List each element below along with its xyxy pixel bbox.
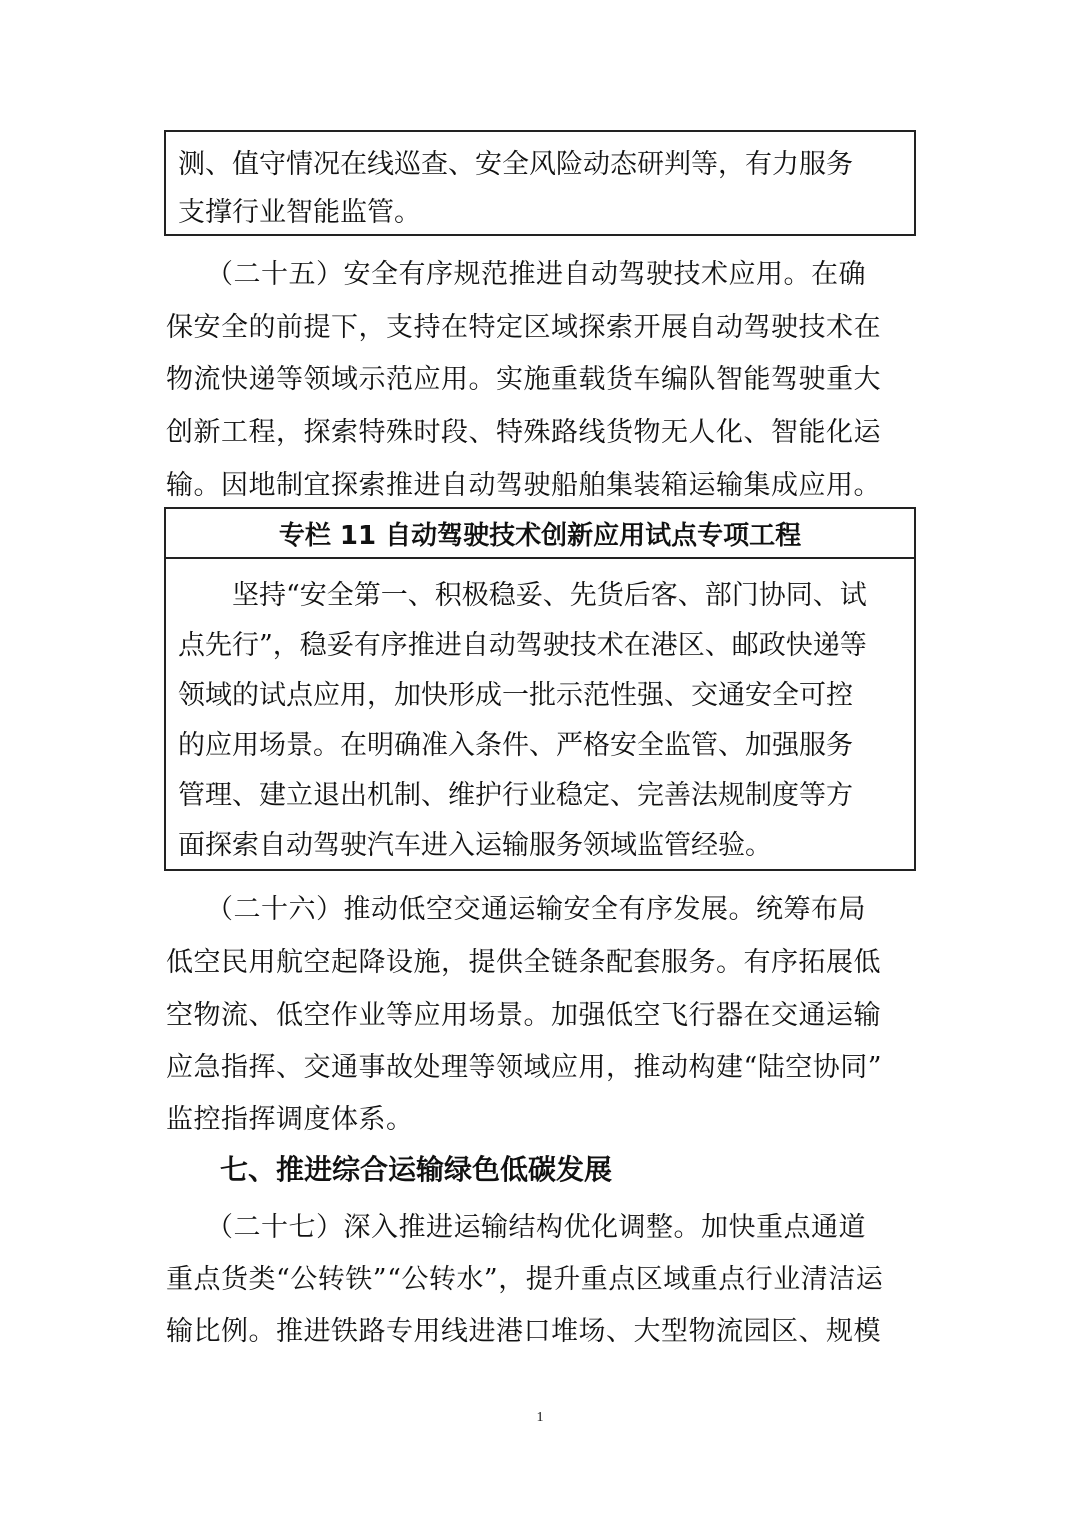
para-27-line: 输比例。推进铁路专用线进港口堆场、大型物流园区、规模 (166, 1316, 881, 1347)
column-box-title: 专栏 11 自动驾驶技术创新应用试点专项工程 (166, 509, 914, 559)
para-26-line: 空物流、低空作业等应用场景。加强低空飞行器在交通运输 (166, 1000, 881, 1031)
para-26-line: （二十六）推动低空交通运输安全有序发展。统筹布局 (206, 894, 866, 925)
column-box-line: 管理、建立退出机制、维护行业稳定、完善法规制度等方 (178, 780, 853, 811)
para-27-line: （二十七）深入推进运输结构优化调整。加快重点通道 (206, 1212, 866, 1243)
para-25-line: （二十五）安全有序规范推进自动驾驶技术应用。在确 (206, 259, 866, 290)
para-25-line: 创新工程，探索特殊时段、特殊路线货物无人化、智能化运 (166, 417, 881, 448)
para-25-line: 物流快递等领域示范应用。实施重载货车编队智能驾驶重大 (166, 364, 881, 395)
page-number: 1 (536, 1410, 544, 1425)
column-box-line: 面探索自动驾驶汽车进入运输服务领域监管经验。 (178, 830, 772, 861)
column-box-line: 点先行”，稳妥有序推进自动驾驶技术在港区、邮政快递等 (178, 630, 867, 661)
para-26-line: 低空民用航空起降设施，提供全链条配套服务。有序拓展低 (166, 947, 881, 978)
section-heading: 七、推进综合运输绿色低碳发展 (220, 1153, 613, 1186)
top-box-line: 支撑行业智能监管。 (178, 197, 421, 228)
para-25-line: 输。因地制宜探索推进自动驾驶船舶集装箱运输集成应用。 (166, 470, 881, 501)
column-box-line: 的应用场景。在明确准入条件、严格安全监管、加强服务 (178, 730, 853, 761)
para-27-line: 重点货类“公转铁”“公转水”，提升重点区域重点行业清洁运 (166, 1264, 884, 1295)
top-box-line: 测、值守情况在线巡查、安全风险动态研判等，有力服务 (178, 149, 853, 180)
para-26-line: 应急指挥、交通事故处理等领域应用，推动构建“陆空协同” (166, 1052, 883, 1083)
column-box (164, 507, 916, 871)
para-25-line: 保安全的前提下，支持在特定区域探索开展自动驾驶技术在 (166, 312, 881, 343)
top-box (164, 130, 916, 236)
column-box-line: 坚持“安全第一、积极稳妥、先货后客、部门协同、试 (232, 580, 867, 611)
column-box-line: 领域的试点应用，加快形成一批示范性强、交通安全可控 (178, 680, 853, 711)
para-26-line: 监控指挥调度体系。 (166, 1104, 414, 1135)
